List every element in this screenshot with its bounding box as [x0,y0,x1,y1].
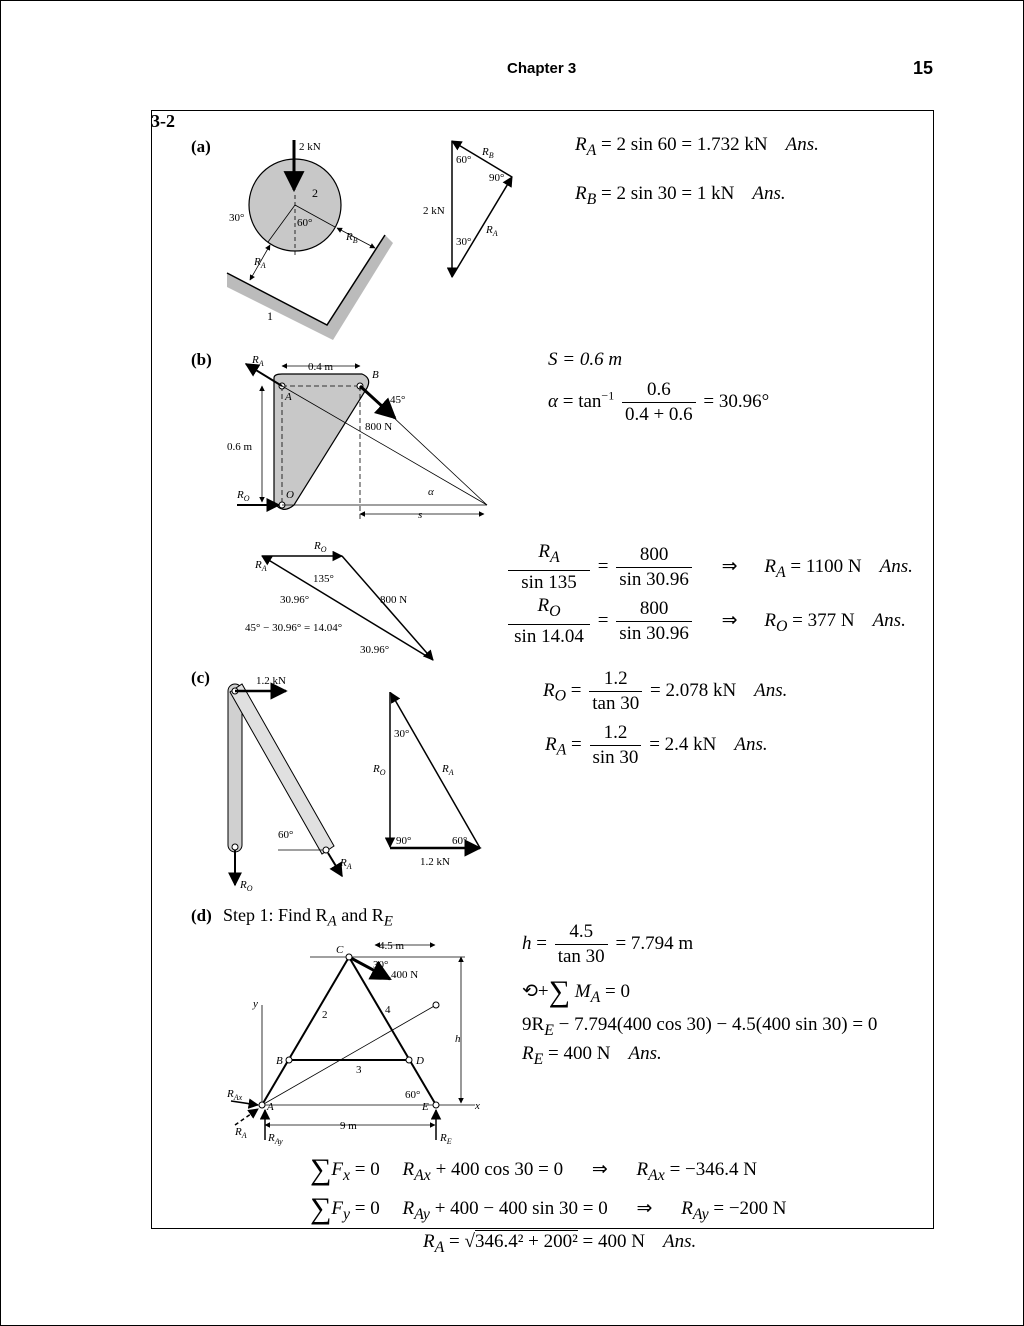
page-number: 15 [913,58,934,78]
tri-ra: $R_A$ [486,224,498,238]
svg-text:RA: $R_A$ [442,763,454,777]
angle-45: 45° [390,394,406,406]
svg-text:RO: $R_O$ [373,763,386,777]
svg-text:60°: 60° [452,835,468,847]
svg-text:RA: $R_A$ [235,1126,247,1140]
part-c-force-triangle [370,682,490,872]
part-c-label: (c) [191,668,210,687]
part-b-eq-ro: $\frac{R_O}{\sin 14.04}$ = $\frac{800}{\sin 30.96}$ ⇒ $R_O = 377$ N Ans. [505,594,906,649]
svg-text:RO: $R_O$ [314,540,327,554]
part-d-truss [225,935,495,1150]
svg-text:RE: $R_E$ [440,1132,452,1146]
svg-text:4.5 m: 4.5 m [379,940,405,952]
svg-text:E: E [422,1101,429,1113]
svg-text:RAx: $R_{Ax}$ [227,1088,243,1102]
point-a: A [285,391,292,403]
svg-text:30.96°: 30.96° [360,644,390,656]
part-d-step: Step 1: Find $R_A$ and $R_E$ [223,905,393,930]
point-b: B [372,369,379,381]
svg-text:2: 2 [322,1009,328,1021]
svg-text:400 N: 400 N [391,969,419,981]
svg-text:800 N: 800 N [380,594,408,606]
ro-label: $R_O$ [237,489,250,503]
ra-label: $R_A$ [254,256,266,270]
svg-text:C: C [336,944,344,956]
body-label: 2 [312,186,318,200]
svg-text:y: y [253,998,258,1010]
svg-text:30°: 30° [394,728,410,740]
member-2 [262,957,349,1105]
tri-angle-60: 60° [456,154,472,166]
svg-text:x: x [475,1100,480,1112]
part-d-label: (d) [191,906,212,925]
svg-text:RO: $R_O$ [240,879,253,893]
svg-text:90°: 90° [396,835,412,847]
part-c-eq-ra: $R_A$ = $\frac{1.2}{\sin 30}$ = 2.4 kN Ans. [545,722,768,768]
part-b-label: (b) [191,350,212,369]
problem-number: 3-2 [151,111,175,131]
part-b-eq-alpha: $\alpha = \tan^{-1}$ $\frac{0.6}{0.4 + 0.6}$ = 30.96° [548,379,770,425]
chapter-header: Chapter 3 [507,60,577,77]
part-d-eq-fx: $\sum F_x = 0$ $R_{Ax} + 400$ cos 30 = 0 ⇒ $R_{Ax} = -346.4$ N [310,1153,757,1186]
line-b [360,386,487,505]
dim06-label: 0.6 m [227,441,253,453]
s-label: s [418,509,423,521]
svg-text:30.96°: 30.96° [280,594,310,606]
ground-shade [227,235,393,340]
part-a-eq-rb: $R_B = 2$ sin 30 = 1 kN Ans. [575,183,786,208]
part-a-eq-ra: $R_A = 2$ sin 60 = 1.732 kN Ans. [575,134,819,159]
load-label: 2 kN [299,141,321,153]
tri-rb: $R_B$ [482,146,494,160]
tri-angle-90: 90° [489,172,505,184]
ra-label: $R_A$ [252,354,264,368]
angle-30: 30° [229,212,245,224]
svg-text:60°: 60° [405,1089,421,1101]
svg-text:RA: $R_A$ [340,857,352,871]
svg-text:30°: 30° [373,959,389,971]
svg-text:h: h [455,1033,461,1045]
angle-60: 60° [297,217,313,229]
svg-text:9 m: 9 m [340,1120,357,1132]
svg-text:RAy: $R_{Ay}$ [268,1132,283,1146]
part-d-eq-h: h = $\frac{4.5}{\tan 30}$ = 7.794 m [522,921,694,967]
svg-text:4: 4 [385,1004,391,1016]
tri-load: 2 kN [423,205,445,217]
dim04-label: 0.4 m [308,361,334,373]
part-c-figure [218,670,368,895]
svg-text:60°: 60° [278,829,294,841]
part-b-eq-ra: $\frac{R_A}{\sin 135}$ = $\frac{800}{\sin 30.96}$ ⇒ $R_A = 1100$ N Ans. [505,540,913,595]
part-d-eq-moment: ⟲+∑ $M_A = 0$ [522,975,630,1008]
alpha-label: α [428,486,434,498]
part-b-eq-s: S = 0.6 m [548,349,623,370]
svg-text:135°: 135° [313,573,334,585]
load-label: 800 N [365,421,393,433]
part-c-eq-ro: $R_O$ = $\frac{1.2}{\tan 30}$ = 2.078 kN Ans. [543,668,788,714]
part-d-eq-sum: $9R_E - 7.794(400$ cos 30) − 4.5(400 sin 30) = 0 [522,1014,878,1039]
svg-text:3: 3 [356,1064,362,1076]
part-a-label: (a) [191,137,211,156]
point-o: O [286,489,294,501]
svg-text:D: D [416,1055,424,1067]
svg-text:B: B [276,1055,283,1067]
svg-text:1.2 kN: 1.2 kN [256,675,286,687]
part-d-eq-re: $R_E = 400$ N Ans. [522,1043,662,1068]
svg-text:45° − 30.96° = 14.04°: 45° − 30.96° = 14.04° [245,622,343,634]
svg-text:A: A [267,1101,274,1113]
svg-text:RA: $R_A$ [255,559,267,573]
tri-angle-30: 30° [456,236,472,248]
part-d-eq-fy: $\sum F_y = 0$ $R_{Ay} + 400 - 400$ sin 30 = 0 ⇒ $R_{Ay} = -200$ N [310,1192,787,1225]
rb-label: $R_B$ [346,231,358,245]
part-d-eq-ra: $R_A = √346.4^2 + 200^2 = 400$ N Ans. [423,1231,697,1256]
part-a-force-triangle [420,135,530,285]
ground-label: 1 [267,309,273,323]
svg-text:1.2 kN: 1.2 kN [420,856,450,868]
part-b-figure [222,350,497,525]
part-b-force-triangle [240,535,440,665]
